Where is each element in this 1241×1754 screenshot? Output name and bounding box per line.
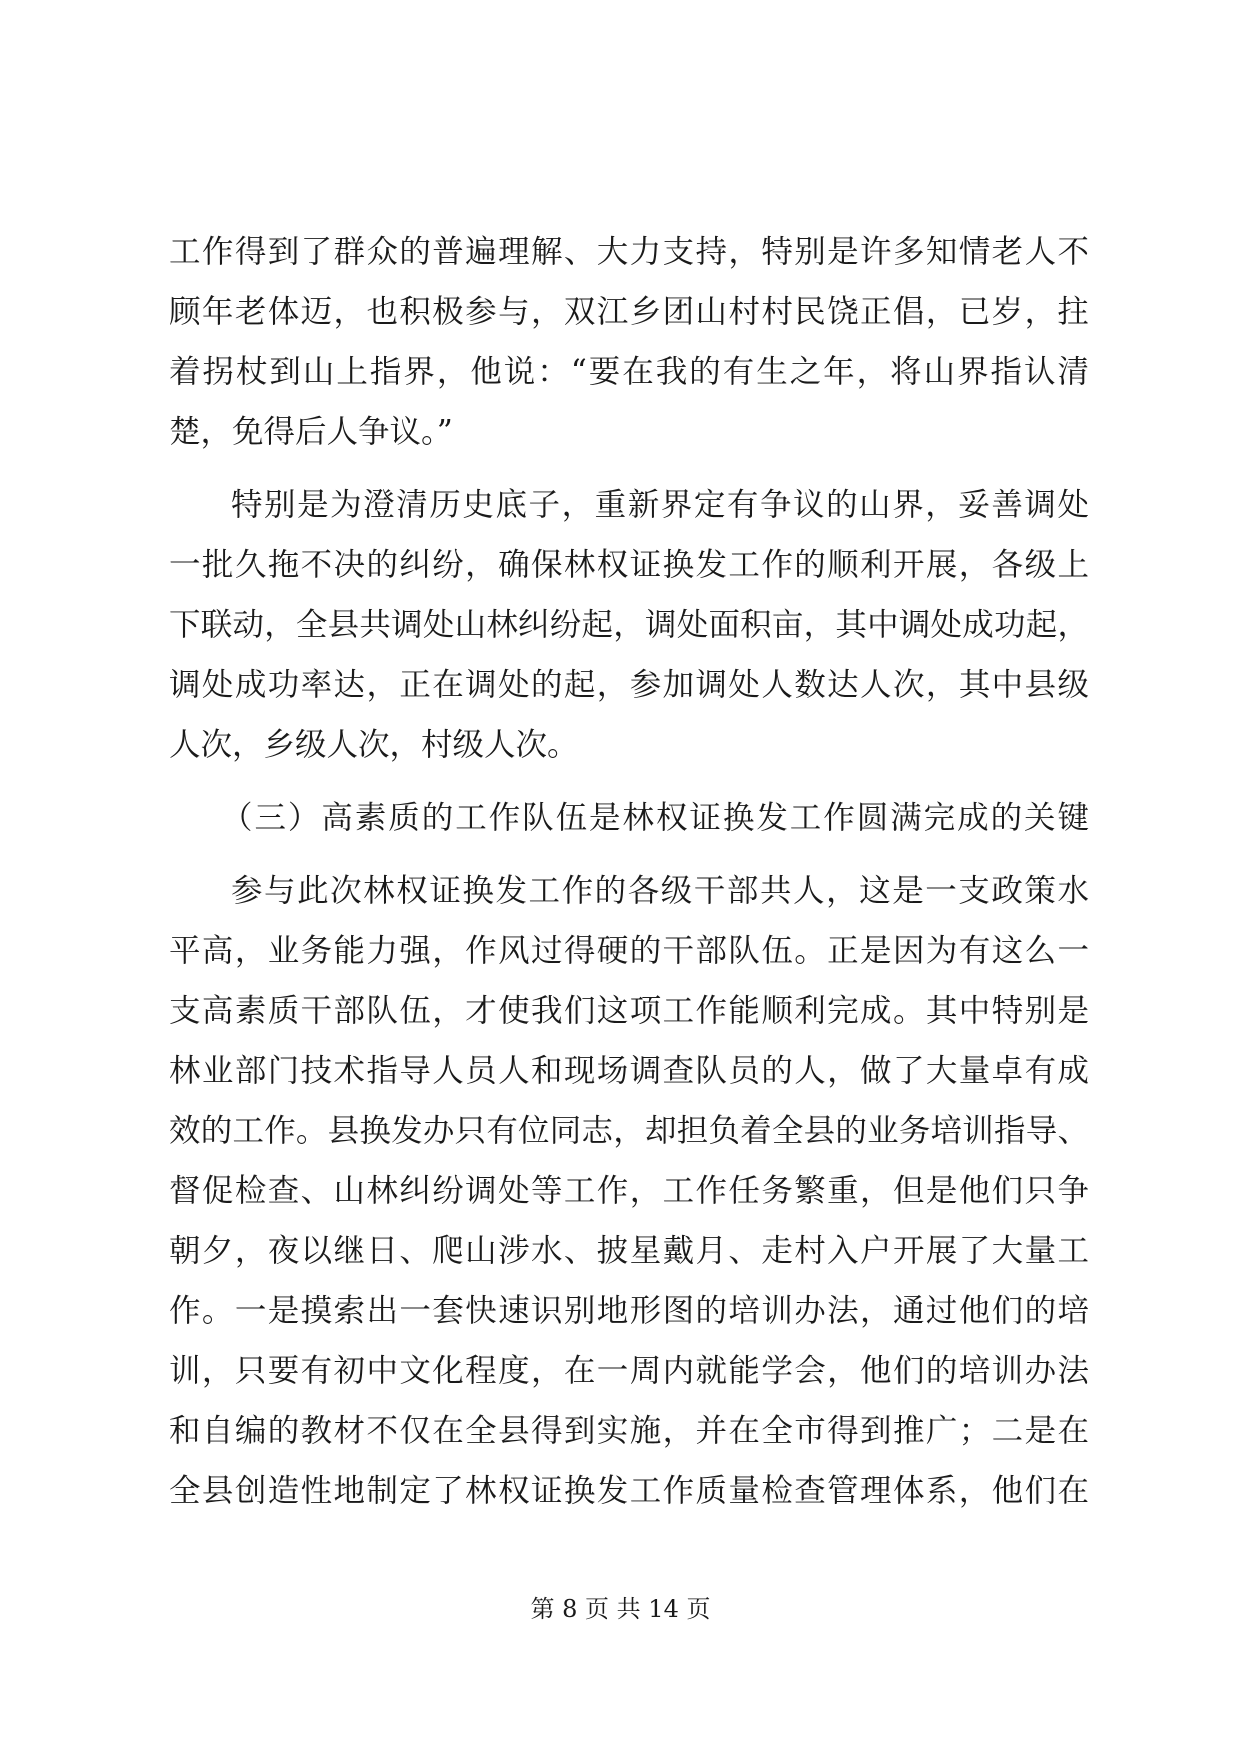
text-line: 全县创造性地制定了林权证换发工作质量检查管理体系，他们在 bbox=[169, 1473, 1089, 1509]
page-footer bbox=[0, 1594, 1241, 1624]
text-line: 和自编的教材不仅在全县得到实施，并在全市得到推广；二是在 bbox=[169, 1413, 1089, 1449]
text-line: 着拐杖到山上指界，他说：“要在我的有生之年，将山界指认清 bbox=[169, 354, 1089, 390]
text-line: 下联动，全县共调处山林纠纷起，调处面积亩，其中调处成功起， bbox=[169, 607, 1089, 643]
text-line: 工作得到了群众的普遍理解、大力支持，特别是许多知情老人不 bbox=[169, 234, 1089, 270]
text-line: 作。一是摸索出一套快速识别地形图的培训办法，通过他们的培 bbox=[169, 1293, 1089, 1329]
text-line: 特别是为澄清历史底子，重新界定有争议的山界，妥善调处 bbox=[231, 487, 1089, 523]
text-line: 调处成功率达，正在调处的起，参加调处人数达人次，其中县级 bbox=[169, 667, 1089, 703]
text-line: 一批久拖不决的纠纷，确保林权证换发工作的顺利开展，各级上 bbox=[169, 547, 1089, 583]
text-line: 参与此次林权证换发工作的各级干部共人，这是一支政策水 bbox=[231, 873, 1089, 909]
text-line: 朝夕，夜以继日、爬山涉水、披星戴月、走村入户开展了大量工 bbox=[169, 1233, 1089, 1269]
text-line: 顾年老体迈，也积极参与，双江乡团山村村民饶正倡，已岁，拄 bbox=[169, 294, 1089, 330]
text-line: 支高素质干部队伍，才使我们这项工作能顺利完成。其中特别是 bbox=[169, 993, 1089, 1029]
text-line: 人次，乡级人次，村级人次。 bbox=[169, 727, 579, 763]
section-heading: （三）高素质的工作队伍是林权证换发工作圆满完成的关键 bbox=[221, 800, 1089, 836]
text-line: 训，只要有初中文化程度，在一周内就能学会，他们的培训办法 bbox=[169, 1353, 1089, 1389]
document-body bbox=[169, 222, 1089, 1521]
text-line: 效的工作。县换发办只有位同志，却担负着全县的业务培训指导、 bbox=[169, 1113, 1089, 1149]
text-line: 楚，免得后人争议。” bbox=[169, 414, 453, 450]
page-number: 第 8 页 共 14 页 bbox=[530, 1595, 711, 1623]
text-line: 林业部门技术指导人员人和现场调查队员的人，做了大量卓有成 bbox=[169, 1053, 1089, 1089]
text-line: 督促检查、山林纠纷调处等工作，工作任务繁重，但是他们只争 bbox=[169, 1173, 1089, 1209]
text-line: 平高，业务能力强，作风过得硬的干部队伍。正是因为有这么一 bbox=[169, 933, 1089, 969]
